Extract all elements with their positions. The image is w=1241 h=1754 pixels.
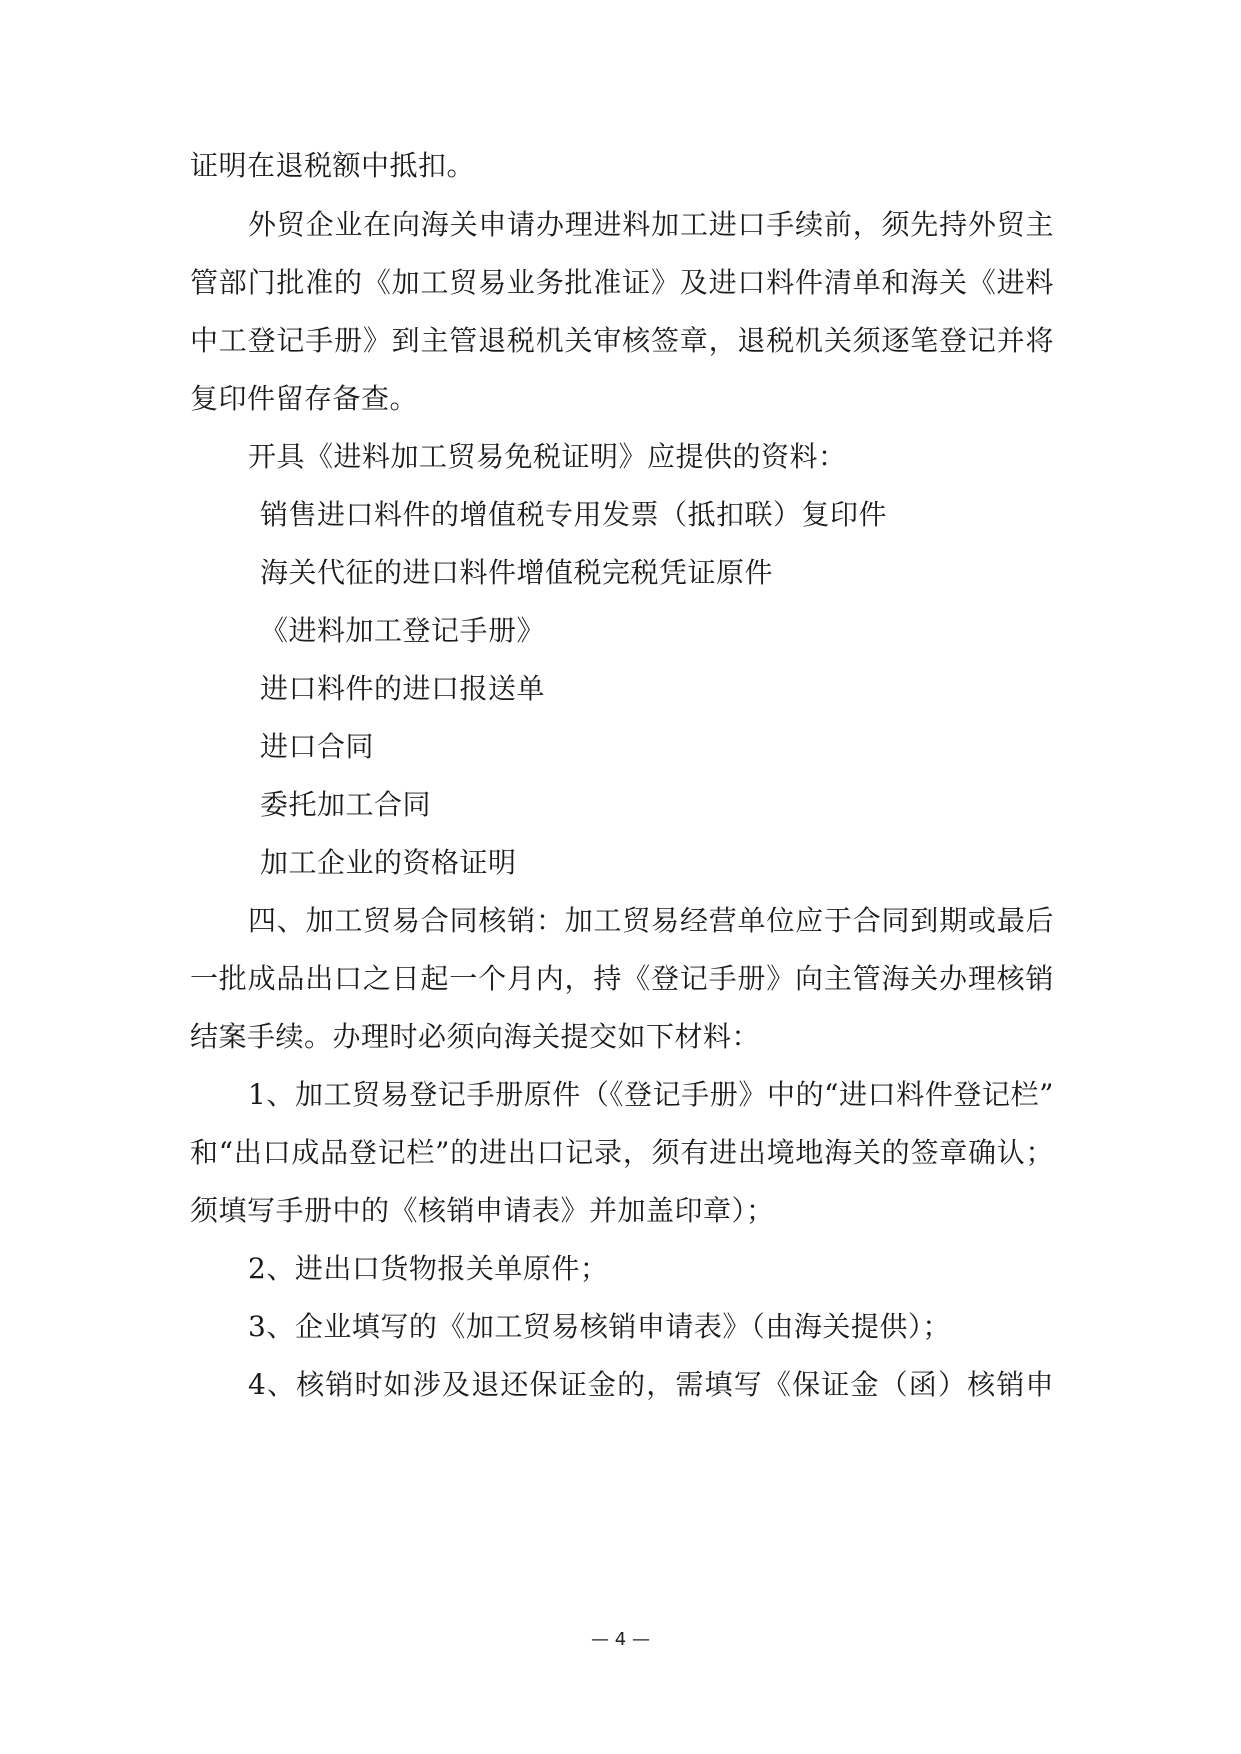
- paragraph-line: 开具《进料加工贸易免税证明》应提供的资料：: [248, 440, 847, 473]
- paragraph-line: 4、核销时如涉及退还保证金的，需填写《保证金（函）核销申: [248, 1368, 1054, 1401]
- paragraph-line: 3、企业填写的《加工贸易核销申请表》（由海关提供）；: [248, 1310, 951, 1343]
- list-item: 销售进口料件的增值税专用发票（抵扣联）复印件: [260, 498, 888, 531]
- list-item: 进口料件的进口报送单: [260, 672, 546, 705]
- list-item: 加工企业的资格证明: [260, 846, 517, 879]
- list-item: 委托加工合同: [260, 788, 432, 821]
- list-item: 海关代征的进口料件增值税完税凭证原件: [260, 556, 774, 589]
- paragraph-line: 外贸企业在向海关申请办理进料加工进口手续前，须先持外贸主: [248, 208, 1054, 241]
- paragraph-line: 2、进出口货物报关单原件；: [248, 1252, 609, 1285]
- paragraph-line: 1、加工贸易登记手册原件（《登记手册》中的“进口料件登记栏”: [248, 1078, 1054, 1111]
- paragraph-line: 复印件留存备查。: [190, 382, 419, 415]
- paragraph-line: 须填写手册中的《核销申请表》并加盖印章）；: [190, 1194, 775, 1227]
- paragraph-line: 一批成品出口之日起一个月内，持《登记手册》向主管海关办理核销: [190, 962, 1054, 995]
- paragraph-line: 管部门批准的《加工贸易业务批准证》及进口料件清单和海关《进料: [190, 266, 1054, 299]
- paragraph-line: 中工登记手册》到主管退税机关审核签章，退税机关须逐笔登记并将: [190, 324, 1054, 357]
- paragraph-line: 证明在退税额中抵扣。: [190, 149, 476, 182]
- list-item: 进口合同: [260, 730, 375, 763]
- paragraph-line: 结案手续。办理时必须向海关提交如下材料：: [190, 1020, 761, 1053]
- paragraph-line: 和“出口成品登记栏”的进出口记录，须有进出境地海关的签章确认；: [190, 1136, 1054, 1169]
- list-item: 《进料加工登记手册》: [260, 614, 546, 647]
- page-number: — 4 —: [591, 1629, 650, 1650]
- paragraph-line: 四、加工贸易合同核销：加工贸易经营单位应于合同到期或最后: [248, 904, 1054, 937]
